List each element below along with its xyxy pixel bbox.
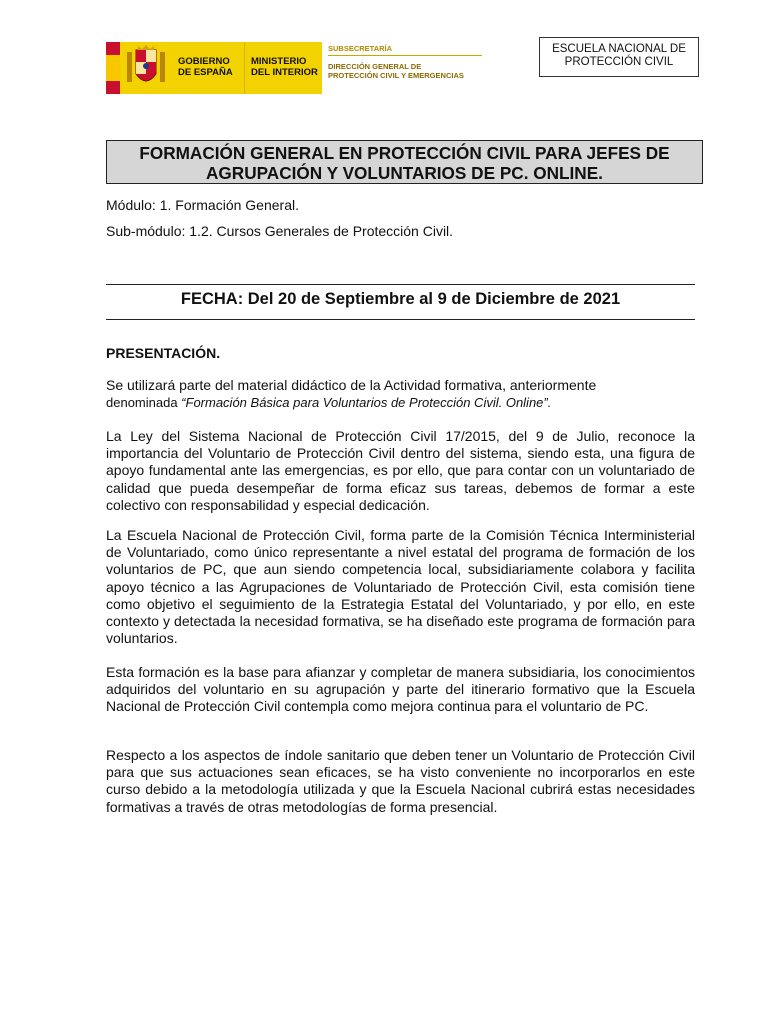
date-rule-bottom [106,319,695,320]
paragraph-1-italic: “Formación Básica para Voluntarios de Protección Civil. Online”. [181,395,552,411]
date-rule-top [106,284,695,285]
logo-gobierno-text: GOBIERNO DE ESPAÑA [172,42,244,94]
submodulo-line: Sub-módulo: 1.2. Cursos Generales de Protección Civil. [106,223,454,239]
logo-direccion-text: SUBSECRETARÍA DIRECCIÓN GENERAL DE PROTECCIÓN CIVIL Y EMERGENCIAS [322,42,482,94]
paragraph-1-prefix: denominada [106,395,182,411]
paragraph-3: La Escuela Nacional de Protección Civil, forma parte de la Comisión Técnica Interministerial de Voluntariado, como único representante a nivel estatal del programa de formación de los voluntarios de PC, que aun siendo competencia local, subsidiariamente colabora y facilita apoyo técnico a las Agrupaciones de Voluntariado de Protección Civil, esta comisión tiene como objetivo el seguimiento de la Estrategia Estatal del Voluntariado, y por ello, en este contexto y detectada la necesidad formativa, se ha diseñado este programa de formación para voluntarios. [106,527,695,647]
logo-ministerio-text: MINISTERIO DEL INTERIOR [244,42,322,94]
document-title: FORMACIÓN GENERAL EN PROTECCIÓN CIVIL PARA JEFES DE AGRUPACIÓN Y VOLUNTARIOS DE PC. ONLINE. [106,140,703,184]
modulo-line: Módulo: 1. Formación General. [106,197,299,213]
paragraph-4: Esta formación es la base para afianzar y completar de manera subsidiaria, los conocimientos adquiridos del voluntario en su agrupación y parte del itinerario formativo que la Escuela Nacional de Protección Civil contempla como mejora continua para el voluntario de PC. [106,664,695,715]
spain-flag-icon [106,42,120,94]
government-logo [106,42,486,94]
paragraph-5: Respecto a los aspectos de índole sanitario que deben tener un Voluntario de Protección Civil para que sus actuaciones sean eficaces, se ha visto conveniente no incorporarlos en este curso debido a la metodología utilizada y que la Escuela Nacional cubrirá estas necesidades formativas a través de otras metodologías de forma presencial. [106,747,695,815]
coat-of-arms-icon [120,42,172,94]
section-heading-presentacion: PRESENTACIÓN. [106,345,221,361]
escuela-nacional-label: ESCUELA NACIONAL DE PROTECCIÓN CIVIL [539,37,699,77]
date-heading: FECHA: Del 20 de Septiembre al 9 de Diciembre de 2021 [180,290,621,308]
paragraph-1: Se utilizará parte del material didáctico de la Actividad formativa, anteriormente denominada “Formación Básica para Voluntarios de Protección Civil. Online”. [106,377,597,411]
paragraph-2: La Ley del Sistema Nacional de Protección Civil 17/2015, del 9 de Julio, reconoce la importancia del Voluntario de Protección Civil dentro del sistema, siendo esta, una figura de apoyo fundamental ante las emergencias, es por ello, que para contar con un voluntariado de calidad que pueda desempeñar de forma eficaz sus tareas, debemos de formar a este colectivo con responsabilidad y especial dedicación. [106,428,695,513]
